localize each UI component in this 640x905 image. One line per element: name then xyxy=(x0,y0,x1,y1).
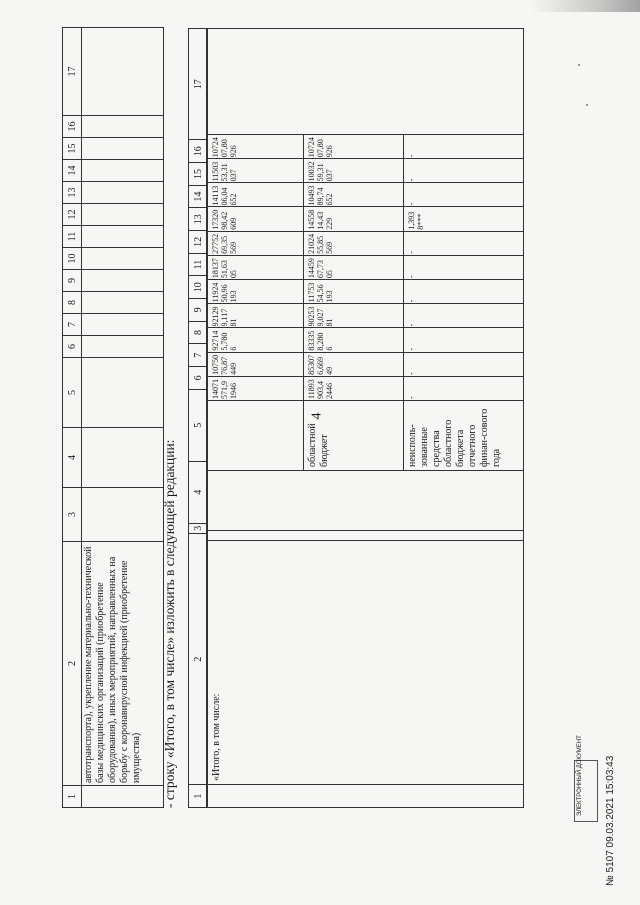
value-cell: 14071571,91946 xyxy=(211,379,238,399)
value-cell: 83335 8,2806 xyxy=(307,330,334,351)
col-header: 7 xyxy=(189,344,208,367)
column-divider xyxy=(207,231,523,232)
col-header: 7 xyxy=(63,314,82,336)
column-divider xyxy=(207,255,523,256)
col-header: 15 xyxy=(189,163,208,186)
top-header-row xyxy=(63,28,82,808)
page-number: 4 xyxy=(309,412,325,420)
col-header: 9 xyxy=(189,299,208,322)
source-label: областной бюджет xyxy=(307,423,330,467)
value-cell: 11924 50,96193 xyxy=(211,282,238,303)
col-header: 1 xyxy=(189,785,208,808)
value-cell: 90253 9,02781 xyxy=(307,306,334,327)
value-cell: - xyxy=(407,154,416,158)
col-header: 16 xyxy=(189,140,208,163)
col-header: 10 xyxy=(63,248,82,270)
value-cell: 27752 69,35569 xyxy=(211,233,238,254)
value-cell: - xyxy=(407,396,416,399)
col-header: 12 xyxy=(189,231,208,254)
value-cell: 85307 6,66949 xyxy=(307,354,334,375)
col-header: 13 xyxy=(189,208,208,231)
column-divider xyxy=(207,158,523,159)
column-divider xyxy=(207,279,523,280)
value-cell: - xyxy=(407,251,416,254)
value-cell: 11753 54,56193 xyxy=(307,282,334,303)
col-header: 11 xyxy=(63,226,82,248)
value-cell: 10724 07,80926 xyxy=(307,137,334,158)
col-header: 13 xyxy=(63,182,82,204)
top-table xyxy=(62,27,164,808)
bottom-table xyxy=(188,28,208,808)
value-cell: 18137 51,6305 xyxy=(211,258,238,279)
value-cell: - xyxy=(407,178,416,182)
value-cell: 11893903,42446 xyxy=(307,379,334,399)
col-header: 15 xyxy=(63,138,82,160)
value-cell: 14113 06,04652 xyxy=(211,185,238,206)
column-divider xyxy=(207,303,523,304)
column-divider xyxy=(207,376,523,377)
scan-speck xyxy=(578,64,580,66)
col-header: 5 xyxy=(189,389,208,461)
col-header: 11 xyxy=(189,253,208,276)
source-label: неисполь-зованные средства областного бюджета отчетного финан-сового года xyxy=(407,408,502,467)
column-divider xyxy=(207,328,523,329)
col-header: 6 xyxy=(189,367,208,390)
col-header: 5 xyxy=(63,358,82,428)
col-header: 2 xyxy=(63,542,82,786)
col-header: 3 xyxy=(189,523,208,533)
col-header: 8 xyxy=(63,292,82,314)
value-cell: - xyxy=(407,372,416,375)
measure-description: автотранспорта), укрепление материально-технической базы медицинских организаций (приобретение оборудования), иных мероприятий, направленных на борьбу с коронавирусной инфекцией (приобретение имущества) xyxy=(82,542,164,786)
value-cell: - xyxy=(407,202,416,206)
scan-edge-shadow xyxy=(530,0,640,12)
value-cell: - xyxy=(407,299,416,303)
value-cell: - xyxy=(407,347,416,351)
column-divider xyxy=(207,182,523,183)
column-divider xyxy=(207,352,523,353)
col-header: 17 xyxy=(63,28,82,116)
col-header: 3 xyxy=(63,488,82,542)
col-header: 6 xyxy=(63,336,82,358)
col-header: 4 xyxy=(189,461,208,523)
col-header: 12 xyxy=(63,204,82,226)
value-cell: 21024 55,85569 xyxy=(307,233,334,254)
value-cell: 1,3938*** xyxy=(407,211,425,230)
col-header: 4 xyxy=(63,428,82,488)
col-header: 8 xyxy=(189,321,208,344)
rotated-document xyxy=(62,28,542,808)
col-header: 14 xyxy=(63,160,82,182)
value-cell: 92129 9,11781 xyxy=(211,306,238,327)
totals-label: «Итого, в том числе: xyxy=(211,693,222,781)
value-cell: 14459 67,7305 xyxy=(307,258,334,279)
scan-speck xyxy=(586,104,588,106)
value-cell: 10032 59,31037 xyxy=(307,161,334,182)
value-cell: 10750 76,87449 xyxy=(211,354,238,375)
top-data-row xyxy=(82,28,164,808)
value-cell: 92714 5,7806 xyxy=(211,330,238,351)
registration-number: № 5107 09.03.2021 15:03:43 xyxy=(605,755,616,886)
value-cell: 10493 89,74652 xyxy=(307,185,334,206)
col-header: 1 xyxy=(63,786,82,808)
col-header: 14 xyxy=(189,185,208,208)
col-header: 10 xyxy=(189,276,208,299)
col-header: 16 xyxy=(63,116,82,138)
value-cell: 14558 14,43229 xyxy=(307,209,334,230)
value-cell: 11503 53,31037 xyxy=(211,161,238,182)
stamp-text: ЭЛЕКТРОННЫЙ ДОКУМЕНТ xyxy=(577,735,583,816)
value-cell: - xyxy=(407,323,416,327)
col-header: 2 xyxy=(189,533,208,784)
col-header: 17 xyxy=(189,29,208,140)
instruction-heading: - строку «Итого, в том числе» изложить в следующей редакции: xyxy=(162,439,177,808)
bottom-header-row xyxy=(189,29,208,808)
value-cell: 17320 98,42609 xyxy=(211,209,238,230)
value-cell: 10724 07,80926 xyxy=(211,137,238,158)
column-divider xyxy=(207,207,523,208)
electronic-stamp xyxy=(574,735,598,822)
bottom-table-body xyxy=(206,28,524,808)
col-header: 9 xyxy=(63,270,82,292)
value-cell: - xyxy=(407,275,416,279)
value-grid xyxy=(207,135,523,401)
